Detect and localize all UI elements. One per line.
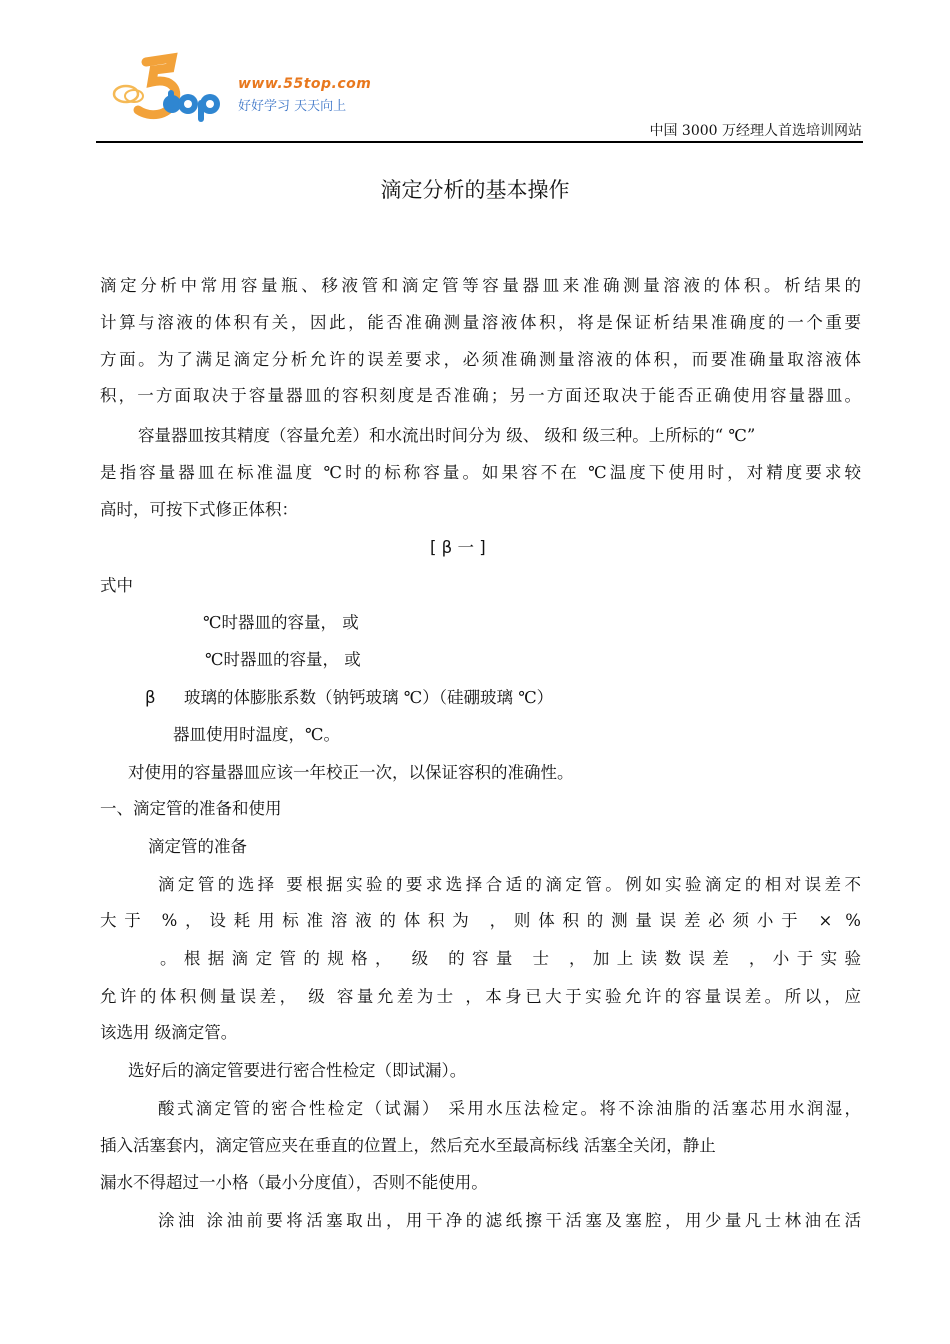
para3-line1: 滴定管的选择 要根据实验的要求选择合适的滴定管。例如实验滴定的相对误差不	[158, 875, 861, 894]
para3-line4: 允许的体积侧量误差， 级 容量允差为士 ，本身已大于实验允许的容量误差。所以，应	[100, 987, 861, 1006]
para4-line3: 漏水不得超过一小格（最小分度值），否则不能使用。	[100, 1173, 488, 1192]
definition-3: 玻璃的体膨胀系数（钠钙玻璃 ℃）（硅硼玻璃 ℃）	[184, 688, 554, 707]
para1-line2: 计算与溶液的体积有关，因此，能否准确测量溶液体积，将是保证析结果准确度的一个重要	[100, 313, 861, 332]
beta-symbol: β	[145, 688, 156, 707]
definition-2: ℃时器皿的容量， 或	[205, 650, 361, 669]
logo-graphic	[110, 52, 240, 126]
para3-line2: 大于 %，设耗用标准溶液的体积为 ，则体积的测量误差必须小于 × %	[100, 911, 861, 930]
para2-line1: 容量器皿按其精度（容量允差）和水流出时间分为 级、 级和 级三种。上所标的“ ℃”	[138, 426, 756, 445]
header-divider	[96, 141, 863, 143]
definition-1: ℃时器皿的容量， 或	[203, 613, 359, 632]
leak-test-intro: 选好后的滴定管要进行密合性检定（即试漏）。	[128, 1061, 467, 1080]
calibration-note: 对使用的容量器皿应该一年校正一次，以保证容积的准确性。	[128, 763, 574, 782]
para5-line1: 涂油 涂油前要将活塞取出，用干净的滤纸擦干活塞及塞腔，用少量凡士林油在活	[158, 1211, 861, 1230]
subsection-heading: 滴定管的准备	[148, 837, 247, 856]
formula-label: 式中	[100, 576, 133, 595]
correction-formula: [ β 一 ]	[430, 538, 486, 557]
site-logo[interactable]	[110, 52, 400, 126]
para4-line2: 插入活塞套内，滴定管应夹在垂直的位置上，然后充水至最高标线 活塞全关闭，静止	[100, 1136, 716, 1155]
page-title: 滴定分析的基本操作	[380, 178, 570, 202]
para1-line4: 积，一方面取决于容量器皿的容积刻度是否准确；另一方面还取决于能否正确使用容量器皿。	[100, 386, 861, 405]
definition-4: 器皿使用时温度，℃。	[173, 725, 340, 744]
para3-line3: 。根据滴定管的规格， 级 的容量 士 ，加上读数误差 ，小于实验	[160, 949, 861, 968]
para3-line5: 该选用 级滴定管。	[100, 1023, 238, 1042]
para4-line1: 酸式滴定管的密合性检定（试漏） 采用水压法检定。将不涂油脂的活塞芯用水润湿，	[158, 1099, 861, 1118]
section-heading-1: 一、滴定管的准备和使用	[100, 799, 282, 818]
logo-slogan: 好好学习 天天向上	[238, 99, 347, 114]
logo-url[interactable]: www.55top.com	[238, 76, 372, 92]
para1-line3: 方面。为了满足滴定分析允许的误差要求，必须准确测量溶液的体积，而要准确量取溶液体	[100, 350, 861, 369]
site-tagline: 中国 3000 万经理人首选培训网站	[649, 123, 862, 139]
para2-line2: 是指容量器皿在标准温度 ℃时的标称容量。如果容不在 ℃温度下使用时，对精度要求较	[100, 463, 861, 482]
para1-line1: 滴定分析中常用容量瓶、移液管和滴定管等容量器皿来准确测量溶液的体积。析结果的	[100, 276, 861, 295]
para2-line3: 高时，可按下式修正体积：	[100, 500, 298, 519]
